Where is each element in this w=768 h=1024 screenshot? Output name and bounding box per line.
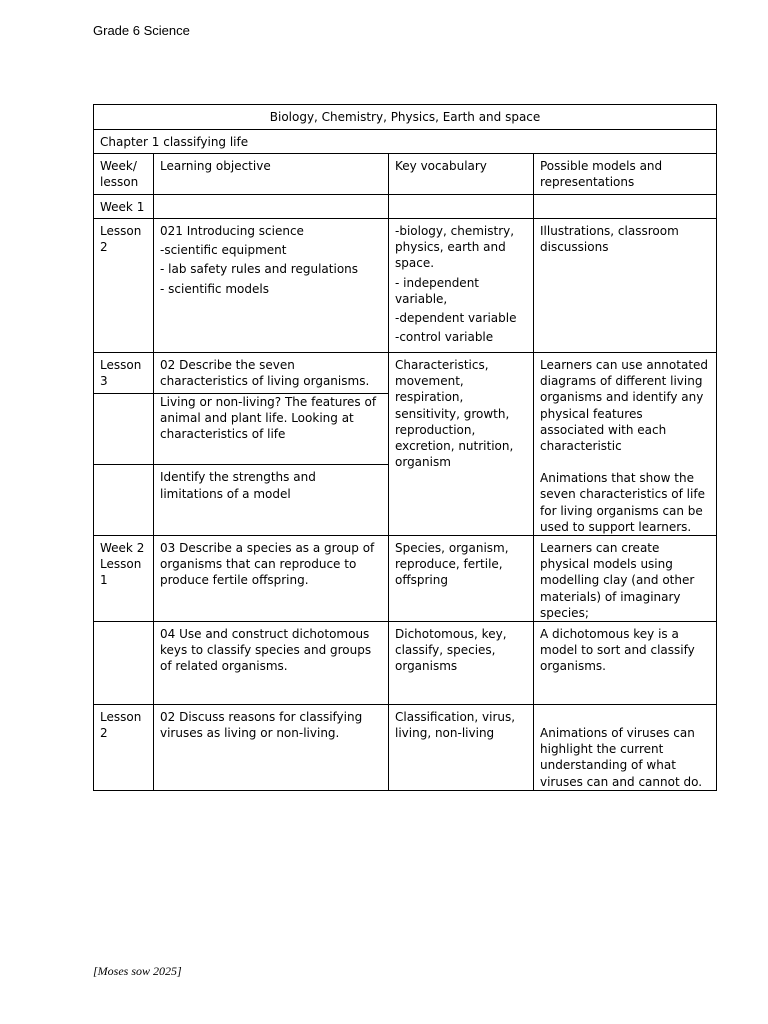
lesson-label: Lesson 2 (94, 219, 154, 353)
page-footer: [Moses sow 2025] (93, 964, 182, 978)
table-row (94, 705, 717, 791)
chapter-row (94, 130, 717, 154)
vocabulary-cell: Characteristics, movement, respiration, sensitivity, growth, reproduction, excretion, nutrition, organism (389, 353, 534, 536)
empty-cell (534, 195, 717, 219)
vocabulary-line: -control variable (395, 330, 494, 345)
chapter-title: Chapter 1 classifying life (94, 130, 717, 154)
week-lesson-label: Week 2 Lesson 1 (94, 536, 154, 622)
objective-cell: 03 Describe a species as a group of organisms that can reproduce to produce fertile offspring. (154, 536, 389, 622)
table-row (94, 353, 717, 394)
blank-line (540, 709, 710, 725)
table-row (94, 195, 717, 219)
objective-cell: 04 Use and construct dichotomous keys to classify species and groups of related organisms. (154, 622, 389, 705)
models-cell: Illustrations, classroom discussions (534, 219, 717, 353)
vocabulary-cell: Species, organism, reproduce, fertile, offspring (389, 536, 534, 622)
lesson-label: Lesson 3 (94, 353, 154, 394)
table-row (94, 536, 717, 622)
objective-cell: Identify the strengths and limitations of a model (154, 465, 389, 536)
models-text: Learners can use annotated diagrams of different living organisms and identify any physical features associated with each characteristic (540, 358, 709, 454)
empty-cell (94, 465, 154, 536)
objective-cell: 02 Describe the seven characteristics of living organisms. (154, 353, 389, 394)
empty-cell (154, 195, 389, 219)
models-cell (534, 353, 717, 536)
header-week-lesson: Week/ lesson (94, 154, 154, 195)
blank-line (540, 454, 710, 470)
models-cell: Learners can create physical models using modelling clay (and other materials) of imaginary species; (534, 536, 717, 622)
table-title-row (94, 105, 717, 130)
table-title: Biology, Chemistry, Physics, Earth and space (94, 105, 717, 130)
scheme-of-work-table (93, 104, 717, 791)
models-text: Animations that show the seven characteristics of life for living organisms can be used to support learners. (540, 471, 705, 534)
header-models: Possible models and representations (534, 154, 717, 195)
lesson-label: Lesson 2 (94, 705, 154, 791)
objective-line: 021 Introducing science (160, 224, 304, 238)
header-key-vocabulary: Key vocabulary (389, 154, 534, 195)
models-text: Animations of viruses can highlight the current understanding of what viruses can and cannot do. (540, 726, 703, 789)
objective-line: - scientific models (160, 281, 269, 296)
week-label: Week 1 (94, 195, 154, 219)
objective-cell: 02 Discuss reasons for classifying viruses as living or non-living. (154, 705, 389, 791)
header-learning-objective: Learning objective (154, 154, 389, 195)
vocabulary-line: -biology, chemistry, physics, earth and space. (395, 224, 515, 271)
vocabulary-cell (389, 219, 534, 353)
vocabulary-cell: Dichotomous, key, classify, species, organisms (389, 622, 534, 705)
objective-line: -scientific equipment (160, 243, 287, 258)
objective-cell: Living or non-living? The features of animal and plant life. Looking at characteristics of life (154, 393, 389, 465)
vocabulary-line: - independent variable, (395, 275, 479, 306)
table-row (94, 219, 717, 353)
models-cell: A dichotomous key is a model to sort and classify organisms. (534, 622, 717, 705)
objective-line: - lab safety rules and regulations (160, 262, 359, 277)
empty-cell (94, 393, 154, 465)
vocabulary-cell: Classification, virus, living, non-living (389, 705, 534, 791)
page-header: Grade 6 Science (93, 23, 190, 38)
models-cell (534, 705, 717, 791)
objective-cell (154, 219, 389, 353)
header-row (94, 154, 717, 195)
empty-cell (389, 195, 534, 219)
vocabulary-line: -dependent variable (395, 311, 517, 326)
empty-cell (94, 622, 154, 705)
table-row (94, 622, 717, 705)
